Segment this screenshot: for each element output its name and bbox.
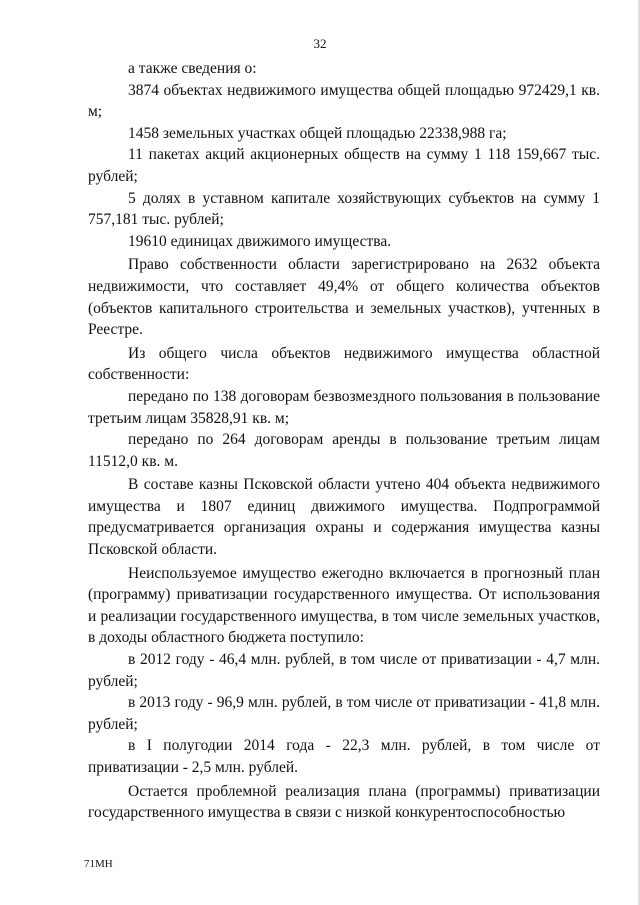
paragraph-intro: а также сведения о: <box>128 60 257 77</box>
paragraph-land-plots: 1458 земельных участках общей площадью 22338,988 га; <box>128 124 507 142</box>
paragraph-free-use: передано по 138 договорам безвозмездного пользования в пользование третьим лицам 35828,91 кв. м; <box>88 387 600 427</box>
paragraph-year-2012: в 2012 году - 46,4 млн. рублей, в том числе от приватизации - 4,7 млн. рублей; <box>88 651 600 690</box>
paragraph-share-packages: 11 пакетах акций акционерных обществ на сумму 1 118 159,667 тыс. рублей; <box>88 146 600 185</box>
paragraph-capital-shares: 5 долях в уставном капитале хозяйствующих субъектов на сумму 1 757,181 тыс. рублей; <box>88 189 600 229</box>
paragraph-half-2014: в I полугодии 2014 года - 22,3 млн. рублей, в том числе от приватизации - 2,5 млн. рублей. <box>88 737 600 776</box>
paragraph-ownership-registered: Право собственности области зарегистрировано на 2632 объекта недвижимости, что составляет 49,4% от общего количества объектов (объектов капитального строительства и земельных участков), учтенных в Реестре. <box>88 256 600 339</box>
paragraph-movable-property: 19610 единицах движимого имущества. <box>128 232 392 250</box>
paragraph-lease: передано по 264 договорам аренды в пользование третьим лицам 11512,0 кв. м. <box>88 431 600 470</box>
paragraph-treasury: В составе казны Псковской области учтено 404 объекта недвижимого имущества и 1807 единиц движимого имущества. Подпрограммой предусматривается организация охраны и содержания имущества казны Псковской области. <box>88 476 600 559</box>
paragraph-problem: Остается проблемной реализация плана (программы) приватизации государственного имущества в связи с низкой конкурентоспособностью <box>88 782 600 822</box>
paragraph-real-estate: 3874 объектах недвижимого имущества общей площадью 972429,1 кв. м; <box>88 81 600 121</box>
paragraph-unused-property: Неиспользуемое имущество ежегодно включается в прогнозный план (программу) приватизации государственного имущества. От использования и реализации государственного имущества, в том числе земельных участков, в доходы областного бюджета поступило: <box>88 564 600 647</box>
page-number: 32 <box>313 36 327 51</box>
document-body <box>88 58 600 824</box>
paragraph-year-2013: в 2013 году - 96,9 млн. рублей, в том числе от приватизации - 41,8 млн. рублей; <box>88 694 600 733</box>
paragraph-of-total: Из общего числа объектов недвижимого имущества областной собственности: <box>88 344 600 384</box>
footer-code: 71МН <box>84 858 113 870</box>
